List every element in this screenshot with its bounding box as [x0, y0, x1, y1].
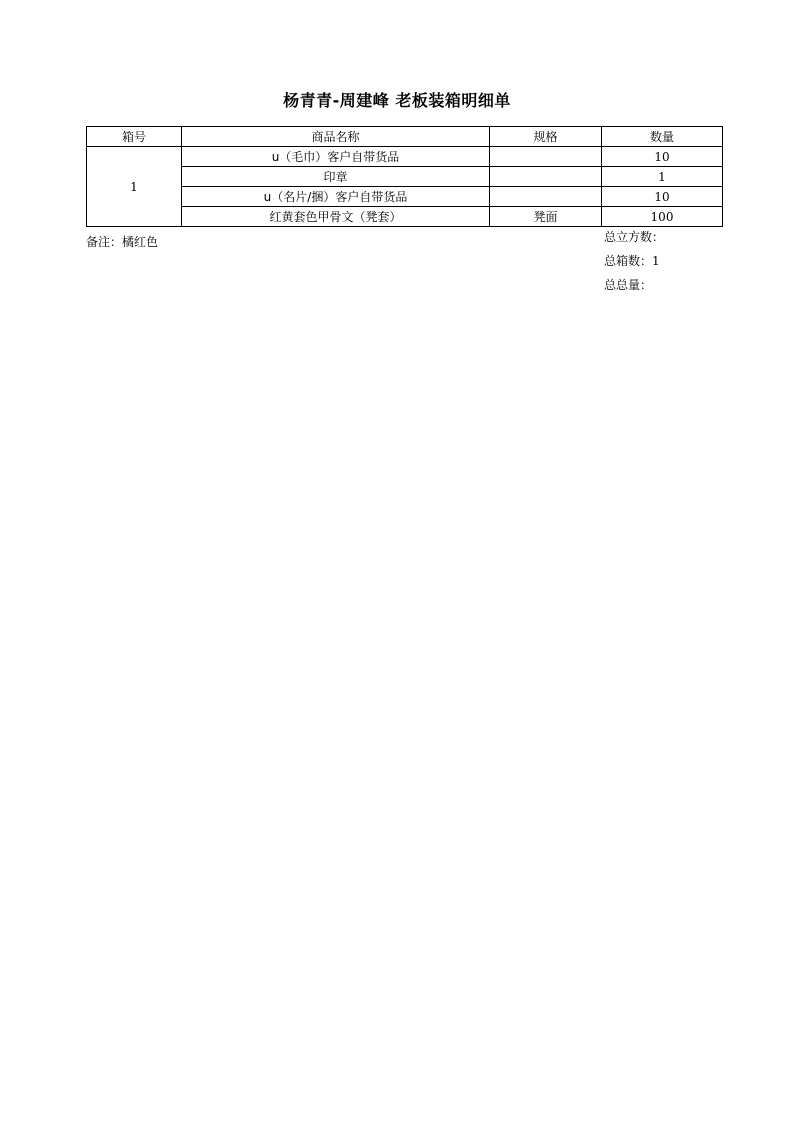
table-row — [87, 147, 723, 167]
header-spec: 规格 — [490, 127, 602, 147]
total-volume-label: 总立方数： — [604, 230, 665, 244]
product-name-cell: 印章 — [182, 167, 490, 187]
packing-list-table — [86, 126, 723, 227]
total-weight-label: 总总量： — [604, 278, 653, 292]
document-title: 杨青青-周建峰 老板装箱明细单 — [283, 91, 511, 110]
spec-cell — [490, 167, 602, 187]
header-quantity: 数量 — [602, 127, 723, 147]
product-name-cell: u（毛巾）客户自带货品 — [182, 147, 490, 167]
product-name-cell: 红黄套色甲骨文（凳套） — [182, 207, 490, 227]
total-volume-line — [604, 229, 664, 253]
remark-note: 备注：橘红色 — [86, 235, 159, 249]
table-row — [87, 187, 723, 207]
header-product-name: 商品名称 — [182, 127, 490, 147]
total-boxes-label: 总箱数： — [604, 254, 653, 268]
table-header-row — [87, 127, 723, 147]
spec-cell — [490, 147, 602, 167]
table-row — [87, 167, 723, 187]
table-row — [87, 207, 723, 227]
total-weight-line — [604, 277, 664, 301]
box-number-cell: 1 — [87, 147, 182, 227]
quantity-cell: 10 — [602, 187, 723, 207]
quantity-cell: 10 — [602, 147, 723, 167]
spec-cell: 凳面 — [490, 207, 602, 227]
summary-block — [604, 229, 664, 301]
quantity-cell: 1 — [602, 167, 723, 187]
header-box-no: 箱号 — [87, 127, 182, 147]
quantity-cell: 100 — [602, 207, 723, 227]
total-boxes-line — [604, 253, 664, 277]
spec-cell — [490, 187, 602, 207]
total-boxes-value: 1 — [652, 254, 660, 268]
product-name-cell: u（名片/捆）客户自带货品 — [182, 187, 490, 207]
